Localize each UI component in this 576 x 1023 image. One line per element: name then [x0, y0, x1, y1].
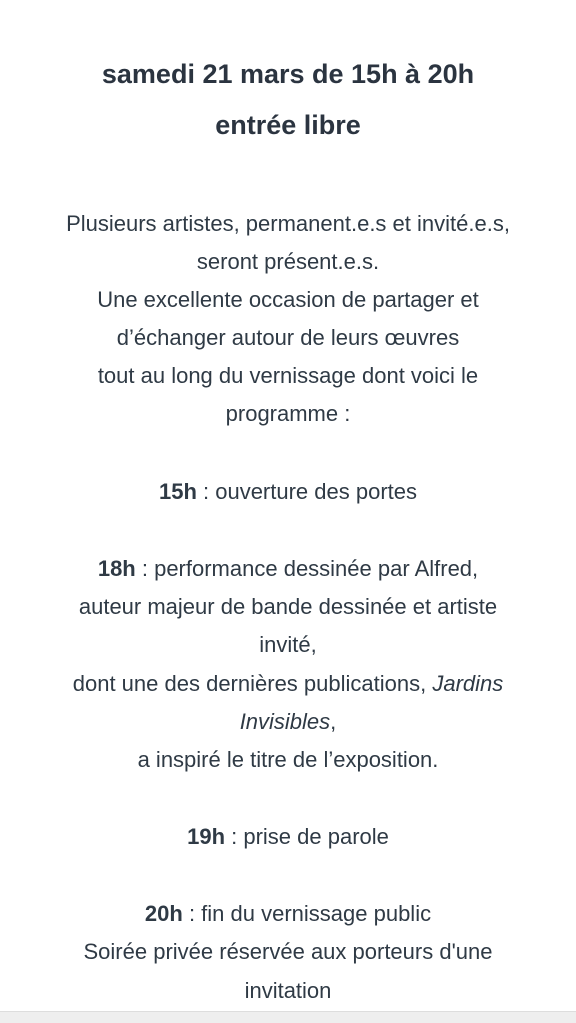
program-time-15h: 15h	[158, 479, 197, 504]
program-18h-line-2: auteur majeur de bande dessinée et artiste	[78, 594, 498, 619]
program-20h-line-2: Soirée privée réservée aux porteurs d'une	[83, 939, 493, 964]
event-date-heading: samedi 21 mars de 15h à 20h	[101, 59, 475, 89]
program-18h-line-3: invité,	[259, 632, 317, 657]
program-text-18h: : performance dessinée par Alfred,	[135, 556, 479, 581]
program-18h-line-5-suffix: ,	[330, 709, 337, 734]
program-text-19h: : prise de parole	[225, 824, 389, 849]
intro-line-2: seront présent.e.s.	[196, 249, 380, 274]
program-18h-line-6: a inspiré le titre de l’exposition.	[137, 747, 439, 772]
intro-line-4: d’échanger autour de leurs œuvres	[116, 325, 460, 350]
program-18h-line-4-prefix: dont une des dernières publications,	[72, 671, 433, 696]
intro-line-3: Une excellente occasion de partager et	[97, 287, 479, 312]
program-time-18h: 18h	[97, 556, 136, 581]
program-item-20h	[0, 899, 576, 929]
program-text-20h: : fin du vernissage public	[182, 901, 432, 926]
program-18h-line-5	[0, 707, 576, 737]
program-text-15h: : ouverture des portes	[196, 479, 418, 504]
publication-title-part-2: Invisibles	[239, 709, 331, 734]
program-item-15h	[0, 477, 576, 507]
program-time-19h: 19h	[187, 824, 226, 849]
program-20h-line-3: invitation	[244, 978, 332, 1003]
intro-line-1: Plusieurs artistes, permanent.e.s et invité.e.s,	[66, 211, 510, 236]
entry-info-heading: entrée libre	[215, 110, 361, 140]
bottom-edge-bar	[0, 1011, 576, 1023]
publication-title-part-1: Jardins	[432, 671, 504, 696]
program-time-20h: 20h	[144, 901, 183, 926]
intro-line-5: tout au long du vernissage dont voici le	[97, 363, 479, 388]
program-item-19h	[0, 822, 576, 852]
program-item-18h	[0, 554, 576, 584]
intro-line-6: programme :	[225, 401, 351, 426]
program-18h-line-4	[0, 669, 576, 699]
